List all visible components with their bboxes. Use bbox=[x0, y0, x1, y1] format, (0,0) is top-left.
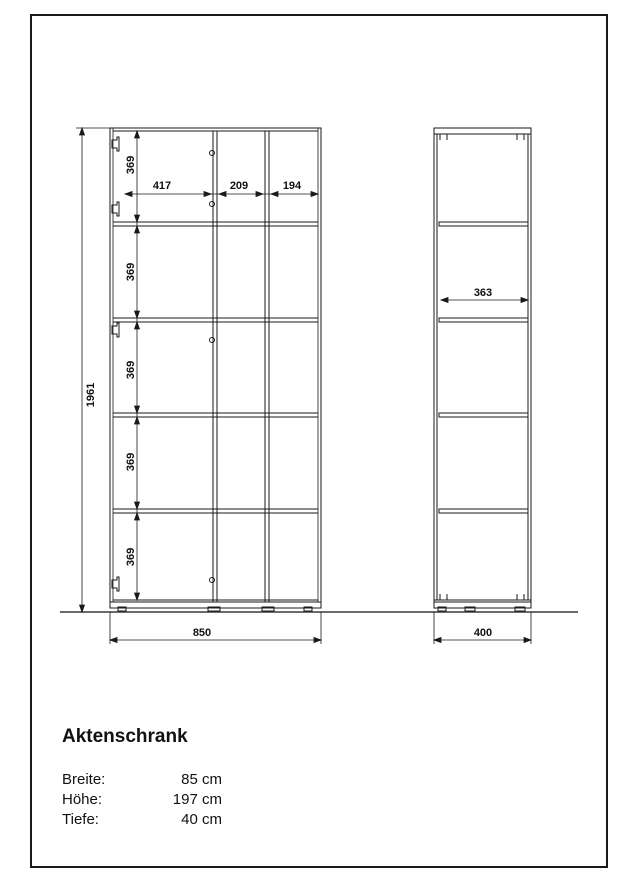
spec-value: 85 cm bbox=[181, 771, 222, 788]
side-cabinet-outline bbox=[434, 128, 531, 602]
front-view bbox=[110, 128, 321, 611]
dimension-column-widths bbox=[125, 192, 318, 197]
side-view bbox=[434, 128, 531, 611]
front-cabinet-outline bbox=[110, 128, 321, 602]
side-shelf bbox=[439, 318, 528, 322]
shelf-height-3-label: 369 bbox=[125, 360, 137, 380]
spec-value: 197 cm bbox=[172, 791, 222, 808]
total-height-label: 1961 bbox=[85, 382, 97, 408]
spec-row-height bbox=[62, 790, 222, 810]
knob-icon bbox=[210, 338, 215, 343]
total-depth-label: 400 bbox=[473, 627, 493, 639]
dimension-total-height bbox=[76, 128, 110, 612]
total-width-label: 850 bbox=[192, 627, 212, 639]
knob-icon bbox=[210, 202, 215, 207]
shelf-depth-label: 363 bbox=[473, 287, 493, 299]
column-width-3-label: 194 bbox=[282, 180, 302, 192]
product-name: Aktenschrank bbox=[62, 726, 188, 747]
side-shelf bbox=[439, 413, 528, 417]
shelf-height-1-label: 369 bbox=[125, 155, 137, 175]
shelf-height-2-label: 369 bbox=[125, 262, 137, 282]
title-block bbox=[62, 726, 222, 830]
side-shelf bbox=[439, 509, 528, 513]
dimension-total-width bbox=[110, 612, 321, 644]
spec-label: Tiefe: bbox=[62, 811, 99, 828]
spec-label: Breite: bbox=[62, 771, 106, 788]
column-width-1-label: 417 bbox=[152, 180, 172, 192]
spec-row-depth bbox=[62, 810, 222, 830]
shelf-height-4-label: 369 bbox=[125, 452, 137, 472]
spec-row-width bbox=[62, 770, 222, 790]
bracket-icon bbox=[440, 134, 524, 140]
spec-value: 40 cm bbox=[181, 811, 222, 828]
shelf-height-5-label: 369 bbox=[125, 547, 137, 567]
knob-icon bbox=[210, 578, 215, 583]
knob-icon bbox=[210, 151, 215, 156]
bracket-icon bbox=[440, 594, 524, 600]
spec-label: Höhe: bbox=[62, 791, 103, 808]
column-width-2-label: 209 bbox=[229, 180, 249, 192]
side-shelf bbox=[439, 222, 528, 226]
